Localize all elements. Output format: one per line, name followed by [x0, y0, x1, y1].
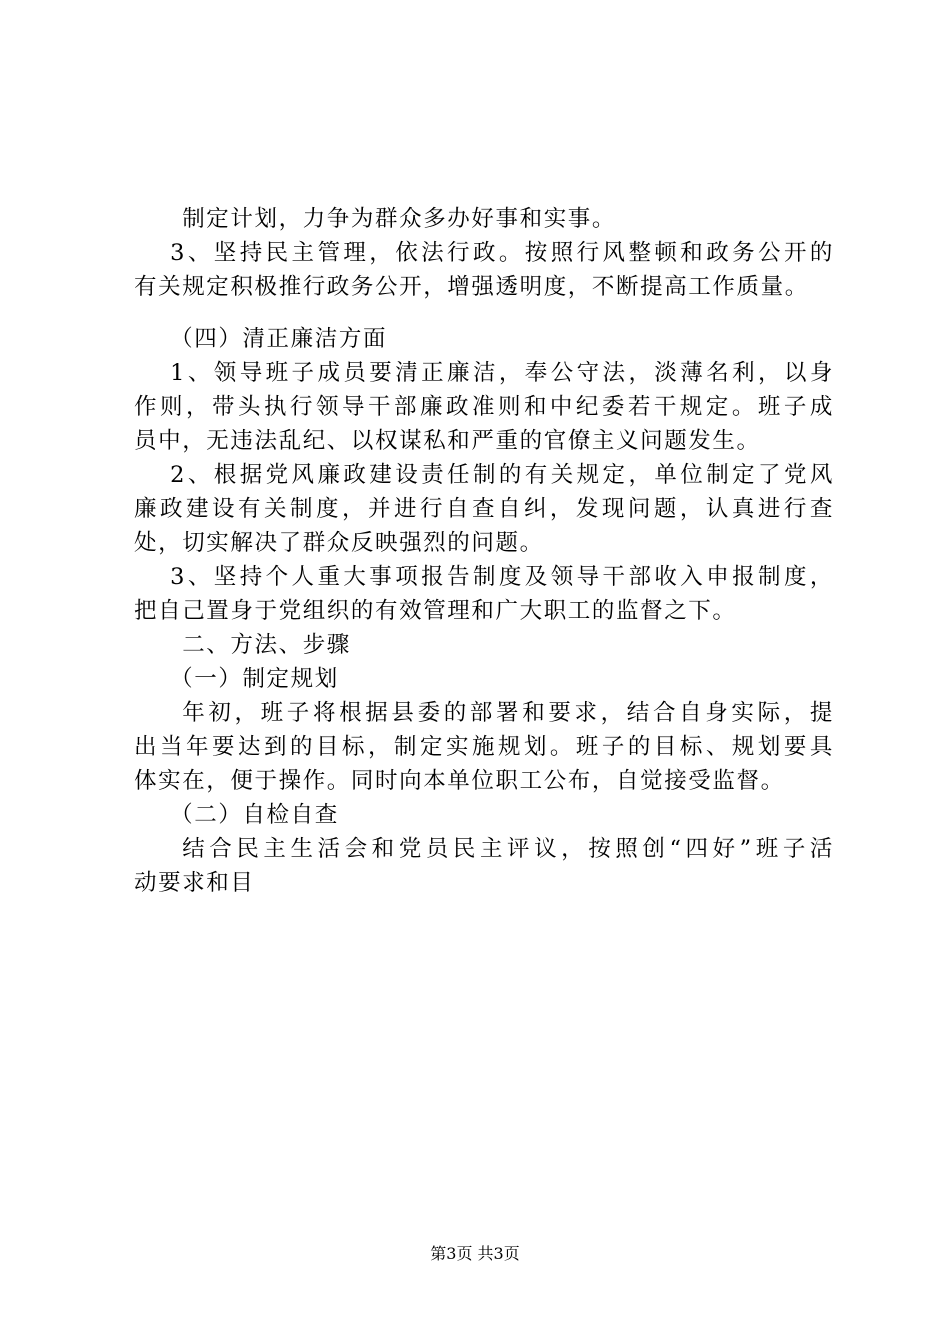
document-body: [134, 202, 834, 900]
text-line: 3、坚持个人重大事项报告制度及领导干部收入申报制度，: [170, 564, 834, 590]
text-line: 出当年要达到的目标，制定实施规划。班子的目标、规划要具: [134, 734, 834, 760]
text-line: 体实在，便于操作。同时向本单位职工公布，自觉接受监督。: [134, 768, 785, 794]
text-line: 二、方法、步骤: [182, 632, 351, 658]
text-line: 把自己置身于党组织的有效管理和广大职工的监督之下。: [134, 598, 737, 624]
text-line: 作则，带头执行领导干部廉政准则和中纪委若干规定。班子成: [134, 394, 834, 420]
text-line: （二）自检自查: [170, 802, 339, 828]
text-line: 年初，班子将根据县委的部署和要求，结合自身实际，提: [182, 700, 834, 726]
paragraph-gap: [134, 304, 834, 322]
text-line: （一）制定规划: [170, 666, 339, 692]
text-line: 2、根据党风廉政建设责任制的有关规定，单位制定了党风: [170, 462, 834, 488]
text-line: 3、坚持民主管理，依法行政。按照行风整顿和政务公开的: [170, 240, 834, 266]
text-line: 有关规定积极推行政务公开，增强透明度，不断提高工作质量。: [134, 274, 809, 300]
text-line: 1、领导班子成员要清正廉洁，奉公守法，淡薄名利，以身: [170, 360, 834, 386]
text-line: 动要求和目: [134, 870, 255, 896]
text-line: 结合民主生活会和党员民主评议，按照创“四好”班子活: [182, 836, 834, 862]
text-line: 员中，无违法乱纪、以权谋私和严重的官僚主义问题发生。: [134, 428, 761, 454]
page-footer: 第3页 共3页: [430, 1244, 520, 1263]
text-line: 制定计划，力争为群众多办好事和实事。: [182, 206, 616, 232]
text-line: 廉政建设有关制度，并进行自查自纠，发现问题，认真进行查: [134, 496, 834, 522]
text-line: （四）清正廉洁方面: [170, 326, 388, 352]
text-line: 处，切实解决了群众反映强烈的问题。: [134, 530, 544, 556]
